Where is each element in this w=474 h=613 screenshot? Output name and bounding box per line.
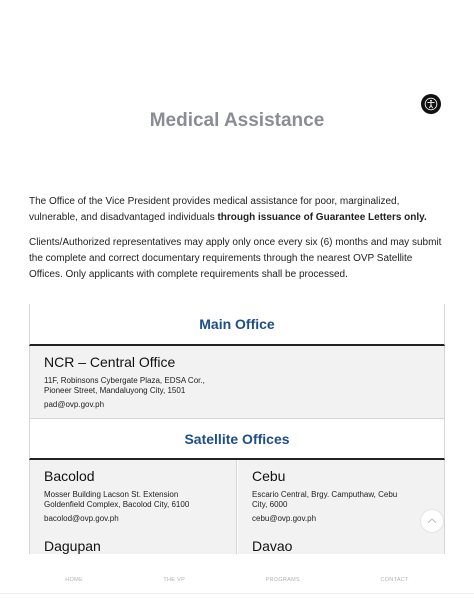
nav-item-the-vp[interactable]: THE VP: [163, 576, 186, 583]
office-address-line: 11F, Robinsons Cybergate Plaza, EDSA Cor.,: [44, 376, 205, 385]
accessibility-icon: [424, 97, 438, 111]
office-card-cebu: [237, 460, 445, 532]
nav-item-programs[interactable]: PROGRAMS: [265, 576, 300, 583]
bottom-nav: [0, 566, 474, 594]
office-name: Dagupan: [44, 538, 101, 554]
office-address: [252, 490, 430, 510]
office-address-line: Escario Central, Brgy. Camputhaw, Cebu: [252, 490, 398, 499]
satellite-offices-header: Satellite Offices: [29, 418, 445, 460]
office-address-line: Goldenfield Complex, Bacolod City, 6100: [44, 500, 190, 509]
office-name: Bacolod: [44, 468, 95, 484]
office-address: [44, 376, 430, 396]
office-card-bacolod: [29, 460, 237, 532]
office-address-line: City, 6000: [252, 500, 288, 509]
offices-section: [29, 304, 445, 554]
office-name: Davao: [252, 538, 293, 554]
intro-bold-text: through issuance of Guarantee Letters only.: [217, 212, 427, 223]
chevron-up-icon: [426, 515, 438, 527]
office-address-line: Mosser Building Lacson St. Extension: [44, 490, 179, 499]
requirements-text: Clients/Authorized representatives may apply only once every six (6) months and may submit the complete and correct documentary requirements through the nearest OVP Satellite Offices. Only applicants with complete requirements shall be processed.: [29, 237, 442, 280]
main-office-header: Main Office: [29, 304, 445, 346]
intro-paragraph: [29, 194, 445, 226]
satellite-offices-grid: [29, 460, 445, 554]
office-address: [44, 490, 222, 510]
office-name: NCR – Central Office: [44, 354, 176, 370]
office-card-dagupan: [29, 532, 237, 554]
office-email[interactable]: bacolod@ovp.gov.ph: [44, 514, 119, 523]
page-title: Medical Assistance: [149, 110, 325, 131]
office-name: Cebu: [252, 468, 286, 484]
office-email[interactable]: cebu@ovp.gov.ph: [252, 514, 317, 523]
office-card-ncr: [29, 346, 445, 418]
office-card-davao: [237, 532, 445, 554]
nav-item-home[interactable]: HOME: [65, 576, 83, 583]
office-address-line: Pioneer Street, Mandaluyong City, 1501: [44, 386, 186, 395]
office-email[interactable]: pad@ovp.gov.ph: [44, 400, 105, 409]
accessibility-button[interactable]: [421, 94, 441, 114]
intro-text: The Office of the Vice President provides medical assistance for poor, marginalized, vulnerable, and disadvantaged individuals: [29, 196, 400, 223]
nav-item-contact[interactable]: CONTACT: [380, 576, 409, 583]
scroll-to-top-button[interactable]: [420, 509, 444, 533]
requirements-paragraph: [29, 235, 445, 283]
